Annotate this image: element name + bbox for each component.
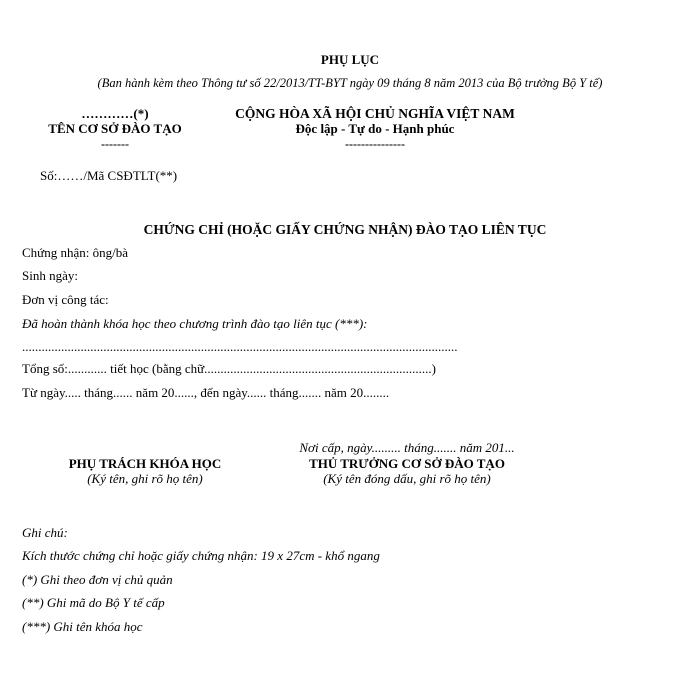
- national-motto: Độc lập - Tự do - Hạnh phúc: [295, 121, 455, 136]
- date-range-line: Từ ngày..... tháng...... năm 20......, đến ngày...... tháng....... năm 20........: [22, 385, 390, 400]
- recipient-line: Chứng nhận: ông/bà: [22, 245, 128, 260]
- country-name: CỘNG HÒA XÃ HỘI CHỦ NGHĨA VIỆT NAM: [235, 106, 515, 121]
- notes-heading: Ghi chú:: [22, 525, 68, 540]
- note-size: Kích thước chứng chỉ hoặc giấy chứng nhận: 19 x 27cm - khổ ngang: [22, 548, 380, 563]
- org-dots: …………(*): [81, 106, 149, 121]
- certificate-title: CHỨNG CHỈ (HOẶC GIẤY CHỨNG NHẬN) ĐÀO TẠO LIÊN TỤC: [143, 222, 547, 237]
- course-lead-note: (Ký tên, ghi rõ họ tên): [87, 471, 203, 486]
- note-governing-unit: (*) Ghi theo đơn vị chủ quản: [22, 572, 173, 587]
- head-of-institution-note: (Ký tên đóng dấu, ghi rõ họ tên): [323, 471, 491, 486]
- motto-dashes: ---------------: [345, 137, 405, 151]
- birth-date-line: Sinh ngày:: [22, 268, 78, 283]
- place-date: Nơi cấp, ngày......... tháng....... năm 201...: [299, 440, 515, 455]
- org-dashes: -------: [101, 137, 129, 151]
- course-completed-line: Đã hoàn thành khóa học theo chương trình đào tạo liên tục (***):: [22, 316, 368, 331]
- appendix-title: PHỤ LỤC: [320, 52, 380, 67]
- course-lead-title: PHỤ TRÁCH KHÓA HỌC: [68, 456, 222, 471]
- note-course-name: (***) Ghi tên khóa học: [22, 619, 143, 634]
- dotted-line: ......................................................................................................................................: [22, 339, 458, 354]
- head-of-institution-title: THỦ TRƯỞNG CƠ SỞ ĐÀO TẠO: [309, 456, 505, 471]
- org-name: TÊN CƠ SỞ ĐÀO TẠO: [48, 121, 182, 136]
- note-ministry-code: (**) Ghi mã do Bộ Y tế cấp: [22, 595, 165, 610]
- workplace-line: Đơn vị công tác:: [22, 292, 109, 307]
- document-number: Số:……/Mã CSĐTLT(**): [40, 168, 178, 183]
- total-hours-line: Tổng số:............ tiết học (bằng chữ......................................................................): [22, 361, 436, 376]
- appendix-subtitle: (Ban hành kèm theo Thông tư số 22/2013/TT-BYT ngày 09 tháng 8 năm 2013 của Bộ trưởng Bộ Y tế): [97, 76, 603, 90]
